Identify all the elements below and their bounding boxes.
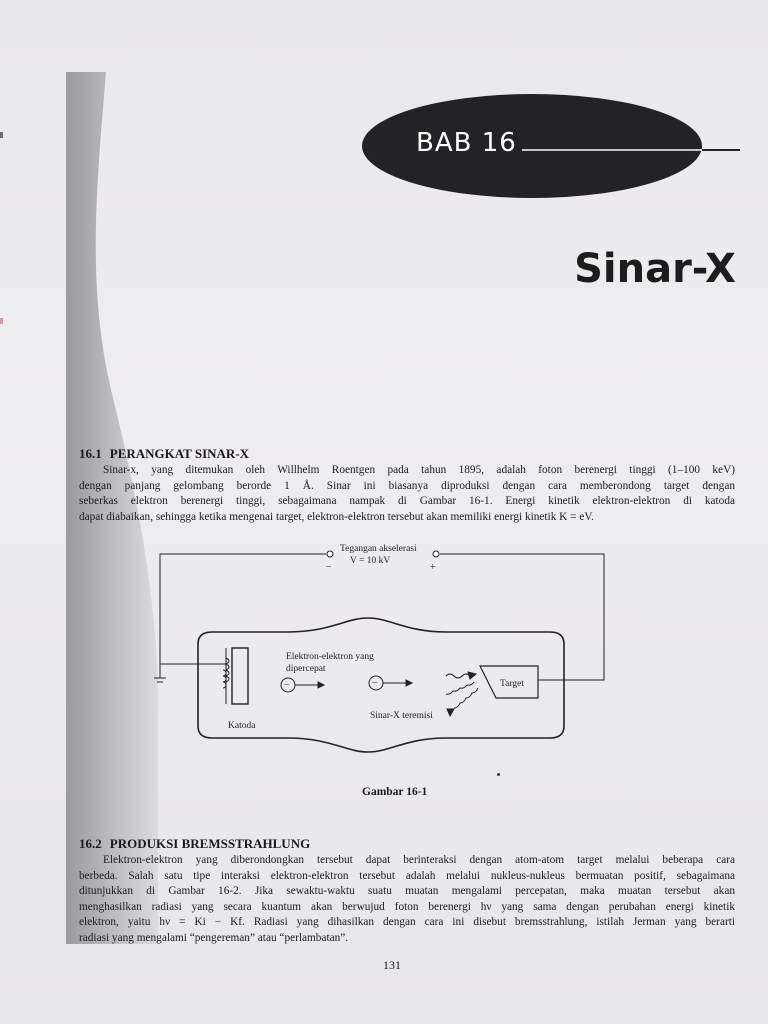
electron-2-symbol: − (372, 678, 378, 689)
paragraph-line: ditunjukkan di Gambar 16-2. Jika sewaktu-waktu suatu muatan mengalami percepatan, maka muatan tersebut akan (79, 885, 735, 898)
figure-caption: Gambar 16-1 (362, 786, 428, 798)
paragraph-line: berbeda. Salah satu tipe interaksi elektron-elektron tersebut adalah melalui nukleus-nukleus bermuatan positif, sebagaimana (79, 869, 735, 882)
plus-sign: + (430, 562, 436, 573)
electrons-label-line-2: dipercepat (286, 664, 326, 674)
paragraph-line: menghasilkan radiasi yang secara kuantum akan berwujud foton berenergi hν yang sama dengan perubahan energi kinetik (79, 900, 735, 913)
electron-1-symbol: − (284, 680, 290, 691)
paragraph-line: seberkas elektron berenergi tinggi, sebagaimana nampak di Gambar 16-1. Energi kinetik elektron-elektron di katoda (79, 495, 735, 508)
paragraph-line: dengan panjang gelombang berorde 1 Å. Sinar ini biasanya diproduksi dengan cara memberondong target dengan (79, 479, 735, 492)
cathode-assembly (154, 648, 248, 704)
paragraph-line: radiasi yang mengalami “pengereman” atau “perlambatan”. (79, 931, 349, 944)
xray-label: Sinar-X teremisi (370, 711, 433, 721)
cathode-coil (223, 670, 226, 688)
paragraph-16-1 (79, 463, 735, 525)
chapter-label: BAB 16 (416, 128, 517, 158)
minus-sign: − (326, 562, 332, 573)
x-ray-waves (446, 672, 478, 716)
page-number: 131 (383, 958, 401, 972)
section-number: 16.2 (79, 836, 102, 851)
paragraph-line: elektron, yaitu hν = Ki − Kf. Radiasi yang dihasilkan dengan cara ini disebut bremsstrahlung, istilah Jerman yang berarti (79, 916, 735, 929)
x-ray-tube-diagram (150, 538, 620, 770)
paragraph-line: Sinar-x, yang ditemukan oleh Willhelm Roentgen pada tahun 1895, adalah foton berenergi tinggi (1–100 keV) (103, 464, 735, 476)
section-heading-16-2 (79, 836, 310, 852)
voltage-label: Tegangan akselerasi (340, 544, 417, 554)
voltage-circuit (160, 551, 604, 680)
edge-mark (0, 132, 3, 138)
edge-mark (0, 318, 3, 324)
electrons-label-line-1: Elektron-elektron yang (286, 652, 374, 662)
paragraph-line: Elektron-elektron yang diberondongkan tersebut dapat berinteraksi dengan atom-atom target melalui beberapa cara (103, 854, 735, 866)
cathode-label: Katoda (228, 721, 256, 731)
chapter-title: Sinar-X (574, 246, 736, 292)
section-heading-16-1 (79, 446, 249, 462)
section-title: PERANGKAT SINAR-X (109, 446, 250, 461)
section-title: PRODUKSI BREMSSTRAHLUNG (109, 836, 311, 851)
paragraph-16-2 (79, 853, 735, 947)
stray-dot (497, 773, 500, 776)
paragraph-line: dapat diabaikan, sehingga ketika mengenai target, elektron-elektron tersebut akan memiliki energi kinetik K = eV. (79, 510, 594, 523)
voltage-value: V = 10 kV (350, 556, 391, 566)
section-number: 16.1 (79, 446, 102, 461)
target-label: Target (500, 679, 524, 689)
